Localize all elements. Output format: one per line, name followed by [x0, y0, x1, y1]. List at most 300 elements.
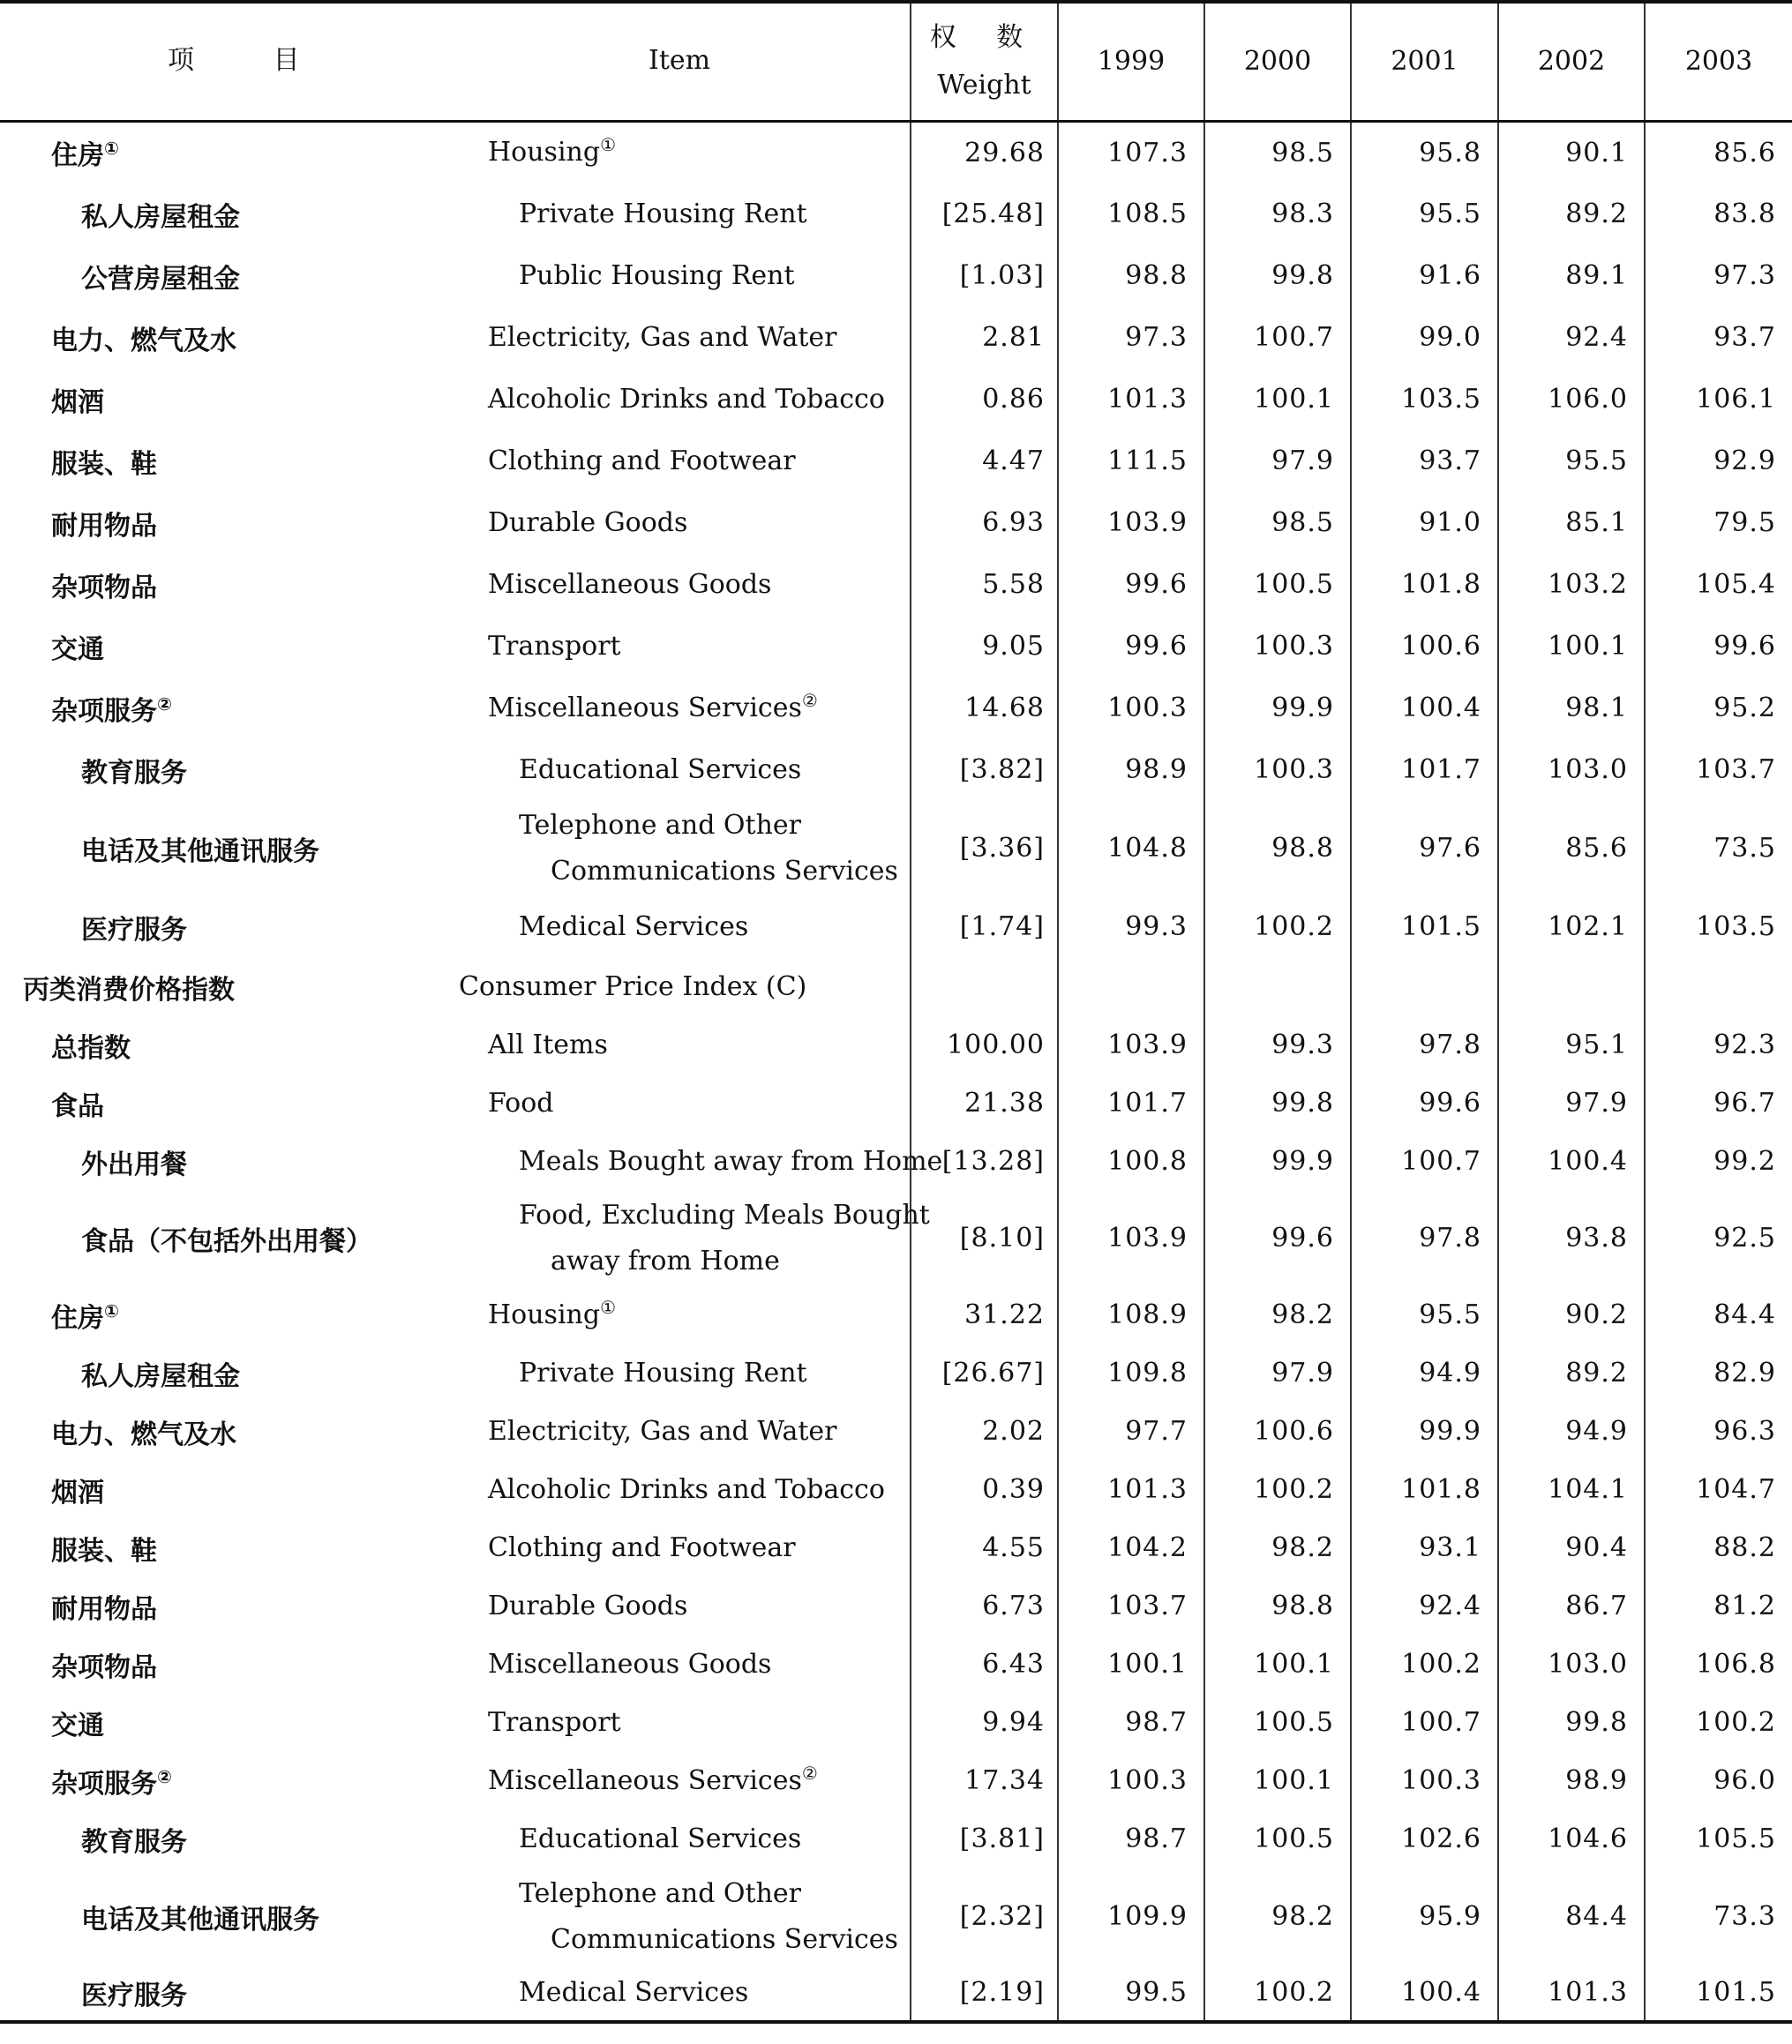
value-cell: 99.6 [1058, 616, 1204, 678]
table-row [0, 1403, 1792, 1461]
value-cell: 103.0 [1498, 739, 1645, 801]
item-en-text: All Items [488, 1029, 608, 1060]
year-header: 2002 [1498, 2, 1645, 122]
item-cn-label: 教育服务 [81, 757, 187, 789]
value-cell: 98.2 [1204, 1519, 1351, 1577]
item-cn-label: 杂项服务② [51, 1765, 172, 1800]
value-cell: 108.5 [1058, 183, 1204, 245]
item-en-label [488, 1022, 608, 1068]
item-cn-label: 烟酒 [51, 386, 104, 418]
table-row [0, 1461, 1792, 1519]
item-cn-label: 外出用餐 [81, 1149, 187, 1180]
table-row [0, 492, 1792, 554]
item-en-label [488, 1525, 796, 1571]
item-en-text: Medical Services [519, 910, 749, 942]
item-cn-label: 食品（不包括外出用餐） [81, 1225, 372, 1257]
item-cell [0, 1461, 911, 1519]
table-row [0, 801, 1792, 896]
footnote-mark: ① [104, 138, 119, 160]
value-cell: 95.9 [1351, 1868, 1498, 1965]
value-cell: 97.9 [1204, 431, 1351, 492]
item-cn-label: 总指数 [51, 1032, 131, 1064]
value-cell: 100.1 [1204, 369, 1351, 431]
value-cell: 104.1 [1498, 1461, 1645, 1519]
value-cell: 99.8 [1204, 245, 1351, 307]
value-cell: 99.3 [1058, 896, 1204, 958]
footnote-mark: ② [801, 1762, 818, 1784]
item-en-text: Electricity, Gas and Water [488, 321, 837, 353]
value-cell: 103.0 [1498, 1636, 1645, 1694]
table-row [0, 1519, 1792, 1577]
item-en-label [519, 1970, 748, 2016]
value-cell: 100.4 [1498, 1133, 1645, 1191]
table-row [0, 896, 1792, 958]
item-cell [0, 739, 911, 801]
value-cell: 98.1 [1498, 678, 1645, 739]
table-row [0, 678, 1792, 739]
footnote-mark: ② [801, 689, 818, 711]
item-cell [0, 1016, 911, 1074]
weight-cell: 4.55 [911, 1519, 1058, 1577]
value-cell: 100.2 [1645, 1694, 1792, 1752]
value-cell: 101.3 [1058, 369, 1204, 431]
item-en-label [488, 315, 837, 361]
value-cell: 100.1 [1204, 1636, 1351, 1694]
item-cell [0, 896, 911, 958]
value-cell: 94.9 [1498, 1403, 1645, 1461]
value-cell: 97.3 [1058, 307, 1204, 369]
value-cell: 90.4 [1498, 1519, 1645, 1577]
value-cell: 106.8 [1645, 1636, 1792, 1694]
value-cell: 99.3 [1204, 1016, 1351, 1074]
item-en-text: Miscellaneous Services [488, 1764, 802, 1796]
item-cell [0, 1403, 911, 1461]
item-cell [0, 1519, 911, 1577]
weight-cell [911, 958, 1058, 1016]
item-cell [0, 369, 911, 431]
item-en-text: Clothing and Footwear [488, 445, 796, 476]
weight-cell: 29.68 [911, 122, 1058, 183]
table-row [0, 1694, 1792, 1752]
item-en-label [488, 500, 687, 546]
value-cell: 100.1 [1498, 616, 1645, 678]
item-en-text: Clothing and Footwear [488, 1531, 796, 1563]
table-row [0, 1191, 1792, 1286]
value-cell: 111.5 [1058, 431, 1204, 492]
value-cell: 99.6 [1204, 1191, 1351, 1286]
item-cn-label: 服装、鞋 [51, 448, 157, 480]
item-cell [0, 1752, 911, 1810]
item-en-text: Consumer Price Index (C) [459, 970, 807, 1002]
item-en-header: Item [649, 45, 711, 76]
table-row [0, 958, 1792, 1016]
value-cell: 101.7 [1058, 1074, 1204, 1133]
value-cell: 103.5 [1645, 896, 1792, 958]
value-cell: 100.7 [1351, 1133, 1498, 1191]
value-cell: 95.5 [1498, 431, 1645, 492]
weight-cell: [25.48] [911, 183, 1058, 245]
weight-cell: 9.94 [911, 1694, 1058, 1752]
item-en-label [488, 1467, 885, 1513]
value-cell: 85.1 [1498, 492, 1645, 554]
value-cell: 100.7 [1204, 307, 1351, 369]
value-cell: 92.4 [1351, 1577, 1498, 1636]
value-cell: 100.2 [1204, 896, 1351, 958]
weight-cell: [8.10] [911, 1191, 1058, 1286]
weight-cell: 4.47 [911, 431, 1058, 492]
table-row [0, 307, 1792, 369]
item-en-label [519, 747, 801, 793]
value-cell: 102.6 [1351, 1810, 1498, 1868]
weight-cell: 100.00 [911, 1016, 1058, 1074]
item-en-text: Food [488, 1087, 554, 1119]
value-cell: 105.4 [1645, 554, 1792, 616]
weight-cell: [1.03] [911, 245, 1058, 307]
value-cell: 100.6 [1204, 1403, 1351, 1461]
value-cell: 98.8 [1204, 1577, 1351, 1636]
value-cell: 100.7 [1351, 1694, 1498, 1752]
value-cell: 91.6 [1351, 245, 1498, 307]
table-row [0, 616, 1792, 678]
value-cell: 103.7 [1645, 739, 1792, 801]
year-header: 2003 [1645, 2, 1792, 122]
weight-cell: 5.58 [911, 554, 1058, 616]
value-cell: 92.9 [1645, 431, 1792, 492]
table-row [0, 183, 1792, 245]
value-cell: 98.3 [1204, 183, 1351, 245]
value-cell: 106.0 [1498, 369, 1645, 431]
value-cell: 88.2 [1645, 1519, 1792, 1577]
value-cell: 98.7 [1058, 1810, 1204, 1868]
value-cell: 84.4 [1498, 1868, 1645, 1965]
footnote-mark: ② [157, 1765, 172, 1787]
value-cell: 85.6 [1498, 801, 1645, 896]
item-cn-label: 服装、鞋 [51, 1535, 157, 1567]
weight-cell: [3.36] [911, 801, 1058, 896]
item-cell [0, 616, 911, 678]
weight-cell: [26.67] [911, 1344, 1058, 1403]
value-cell: 97.8 [1351, 1191, 1498, 1286]
item-cell [0, 678, 911, 739]
item-en-text: Housing [488, 137, 601, 168]
value-cell: 100.2 [1351, 1636, 1498, 1694]
table-row [0, 122, 1792, 183]
value-cell: 90.2 [1498, 1286, 1645, 1344]
value-cell: 101.5 [1351, 896, 1498, 958]
value-cell: 100.8 [1058, 1133, 1204, 1191]
table-row [0, 1752, 1792, 1810]
item-en-text: Miscellaneous Goods [488, 1648, 772, 1680]
item-cn-label: 公营房屋租金 [81, 263, 240, 295]
item-en-text: Miscellaneous Services [488, 692, 802, 723]
item-en-text: Private Housing Rent [519, 198, 807, 229]
value-cell: 96.7 [1645, 1074, 1792, 1133]
item-en-label [519, 1871, 898, 1963]
weight-header [911, 2, 1058, 122]
item-en-label [519, 1351, 807, 1396]
value-cell: 95.5 [1351, 1286, 1498, 1344]
item-en-text: Meals Bought away from Home [519, 1145, 943, 1177]
item-en-label [488, 1409, 837, 1455]
table-row [0, 1016, 1792, 1074]
table-row [0, 1965, 1792, 2022]
item-cell [0, 1965, 911, 2022]
value-cell: 98.2 [1204, 1868, 1351, 1965]
item-en-text: Durable Goods [488, 1590, 688, 1621]
table-row [0, 1344, 1792, 1403]
item-en-text: Alcoholic Drinks and Tobacco [488, 383, 885, 415]
value-cell: 95.2 [1645, 678, 1792, 739]
item-en-label [519, 253, 795, 299]
value-cell: 97.7 [1058, 1403, 1204, 1461]
value-cell: 100.3 [1204, 616, 1351, 678]
value-cell: 97.6 [1351, 801, 1498, 896]
value-cell [1058, 958, 1204, 1016]
value-cell [1351, 958, 1498, 1016]
item-en-text: Educational Services [519, 1823, 802, 1854]
item-cell [0, 245, 911, 307]
item-cn-label: 丙类消费价格指数 [23, 974, 235, 1006]
item-cn-label: 电力、燃气及水 [51, 1419, 236, 1450]
value-cell [1498, 958, 1645, 1016]
value-cell: 95.5 [1351, 183, 1498, 245]
value-cell: 104.8 [1058, 801, 1204, 896]
item-en-text: Medical Services [519, 1976, 749, 2008]
item-en-label [488, 562, 771, 608]
item-cn-header: 项 目 [168, 45, 335, 76]
value-cell: 104.2 [1058, 1519, 1204, 1577]
item-cn-label: 教育服务 [81, 1826, 187, 1858]
value-cell: 98.8 [1204, 801, 1351, 896]
table-row [0, 1868, 1792, 1965]
value-cell: 100.2 [1204, 1965, 1351, 2022]
weight-cell: 6.93 [911, 492, 1058, 554]
value-cell: 102.1 [1498, 896, 1645, 958]
value-cell: 98.5 [1204, 492, 1351, 554]
item-cn-label: 电话及其他通讯服务 [81, 1904, 319, 1935]
table-row [0, 431, 1792, 492]
item-en-label [519, 904, 748, 950]
item-en-label [519, 1193, 930, 1284]
value-cell: 98.7 [1058, 1694, 1204, 1752]
footnote-mark: ② [157, 693, 172, 715]
value-cell: 104.6 [1498, 1810, 1645, 1868]
value-cell: 99.6 [1351, 1074, 1498, 1133]
item-cn-label: 耐用物品 [51, 1593, 157, 1625]
table-row [0, 1636, 1792, 1694]
item-cell [0, 1286, 911, 1344]
weight-cn-header: 权 数 [929, 22, 1039, 53]
table-row [0, 1577, 1792, 1636]
item-cn-label: 食品 [51, 1090, 104, 1122]
weight-cell: [3.82] [911, 739, 1058, 801]
value-cell: 86.7 [1498, 1577, 1645, 1636]
item-en-text: Transport [488, 1706, 621, 1738]
table-row [0, 739, 1792, 801]
value-cell: 89.1 [1498, 245, 1645, 307]
weight-cell: [2.19] [911, 1965, 1058, 2022]
table-row [0, 1074, 1792, 1133]
value-cell: 99.9 [1204, 678, 1351, 739]
year-header: 2000 [1204, 2, 1351, 122]
weight-cell: 0.39 [911, 1461, 1058, 1519]
value-cell: 100.5 [1204, 1694, 1351, 1752]
value-cell: 100.1 [1058, 1636, 1204, 1694]
item-en-text: Alcoholic Drinks and Tobacco [488, 1473, 885, 1505]
item-en-label [488, 130, 616, 176]
weight-cell: [2.32] [911, 1868, 1058, 1965]
item-en-text: Educational Services [519, 753, 802, 785]
item-cell [0, 431, 911, 492]
item-cn-label: 私人房屋租金 [81, 1360, 240, 1392]
item-cell [0, 307, 911, 369]
value-cell: 97.9 [1204, 1344, 1351, 1403]
value-cell: 103.5 [1351, 369, 1498, 431]
item-cell [0, 492, 911, 554]
value-cell: 94.9 [1351, 1344, 1498, 1403]
item-cell [0, 1810, 911, 1868]
value-cell: 73.3 [1645, 1868, 1792, 1965]
value-cell: 83.8 [1645, 183, 1792, 245]
value-cell: 107.3 [1058, 122, 1204, 183]
item-cell [0, 554, 911, 616]
value-cell: 101.5 [1645, 1965, 1792, 2022]
value-cell: 84.4 [1645, 1286, 1792, 1344]
value-cell: 103.2 [1498, 554, 1645, 616]
item-en-text: Public Housing Rent [519, 259, 795, 291]
item-en-label [488, 1700, 621, 1746]
item-en-label [519, 1139, 942, 1185]
item-cell [0, 1636, 911, 1694]
value-cell: 99.2 [1645, 1133, 1792, 1191]
value-cell: 98.9 [1058, 739, 1204, 801]
value-cell [1204, 958, 1351, 1016]
item-en-label [488, 1584, 687, 1629]
item-cell [0, 1133, 943, 1191]
item-cell [0, 801, 911, 896]
value-cell: 100.5 [1204, 1810, 1351, 1868]
weight-en-header: Weight [937, 70, 1031, 101]
weight-cell: 0.86 [911, 369, 1058, 431]
item-en-label [488, 1292, 616, 1338]
item-en-label [519, 191, 807, 237]
value-cell: 99.6 [1058, 554, 1204, 616]
value-cell: 109.8 [1058, 1344, 1204, 1403]
value-cell: 91.0 [1351, 492, 1498, 554]
value-cell: 100.3 [1058, 1752, 1204, 1810]
item-cn-label: 耐用物品 [51, 510, 157, 542]
value-cell: 101.3 [1058, 1461, 1204, 1519]
value-cell: 103.9 [1058, 492, 1204, 554]
value-cell: 97.3 [1645, 245, 1792, 307]
item-en-text: Transport [488, 630, 621, 662]
table-header [0, 2, 1792, 122]
item-cell [0, 122, 911, 183]
item-cell [0, 1074, 911, 1133]
value-cell: 97.8 [1351, 1016, 1498, 1074]
item-en-label [519, 1816, 801, 1862]
value-cell: 95.1 [1498, 1016, 1645, 1074]
year-header: 1999 [1058, 2, 1204, 122]
item-cn-label: 电力、燃气及水 [51, 325, 236, 356]
weight-cell: 9.05 [911, 616, 1058, 678]
value-cell: 82.9 [1645, 1344, 1792, 1403]
weight-cell: [1.74] [911, 896, 1058, 958]
item-cell [0, 1577, 911, 1636]
value-cell: 96.0 [1645, 1752, 1792, 1810]
item-en-text: Miscellaneous Goods [488, 568, 772, 600]
value-cell: 93.7 [1645, 307, 1792, 369]
value-cell: 79.5 [1645, 492, 1792, 554]
weight-cell: 21.38 [911, 1074, 1058, 1133]
value-cell: 101.8 [1351, 1461, 1498, 1519]
item-en-text: Durable Goods [488, 506, 688, 538]
value-cell: 90.1 [1498, 122, 1645, 183]
value-cell: 100.5 [1204, 554, 1351, 616]
weight-cell: 2.02 [911, 1403, 1058, 1461]
item-en-label [488, 1081, 554, 1127]
value-cell: 106.1 [1645, 369, 1792, 431]
item-header [0, 2, 911, 122]
value-cell: 85.6 [1645, 122, 1792, 183]
item-en-label [488, 1642, 771, 1688]
item-cn-label: 烟酒 [51, 1477, 104, 1509]
item-cn-label: 私人房屋租金 [81, 201, 240, 233]
year-header: 2001 [1351, 2, 1498, 122]
value-cell: 99.9 [1351, 1403, 1498, 1461]
item-cell [0, 1868, 911, 1965]
footnote-mark: ① [104, 1299, 119, 1321]
table-row [0, 1133, 1792, 1191]
item-en-text: Telephone and Other Communications Services [519, 809, 898, 887]
value-cell: 98.2 [1204, 1286, 1351, 1344]
value-cell: 100.3 [1351, 1752, 1498, 1810]
value-cell: 103.9 [1058, 1191, 1204, 1286]
weight-cell: 6.43 [911, 1636, 1058, 1694]
item-cn-label: 住房① [51, 138, 119, 172]
item-cell [0, 1694, 911, 1752]
value-cell: 100.4 [1351, 678, 1498, 739]
value-cell [1645, 958, 1792, 1016]
value-cell: 100.3 [1058, 678, 1204, 739]
item-en-label [488, 685, 818, 731]
value-cell: 96.3 [1645, 1403, 1792, 1461]
item-cn-label: 医疗服务 [81, 914, 187, 946]
value-cell: 98.5 [1204, 122, 1351, 183]
value-cell: 95.8 [1351, 122, 1498, 183]
value-cell: 105.5 [1645, 1810, 1792, 1868]
weight-cell: 6.73 [911, 1577, 1058, 1636]
value-cell: 93.1 [1351, 1519, 1498, 1577]
value-cell: 89.2 [1498, 183, 1645, 245]
value-cell: 93.8 [1498, 1191, 1645, 1286]
item-en-label [488, 624, 621, 670]
value-cell: 73.5 [1645, 801, 1792, 896]
value-cell: 101.3 [1498, 1965, 1645, 2022]
table-row [0, 245, 1792, 307]
value-cell: 99.5 [1058, 1965, 1204, 2022]
value-cell: 101.7 [1351, 739, 1498, 801]
value-cell: 103.9 [1058, 1016, 1204, 1074]
value-cell: 92.5 [1645, 1191, 1792, 1286]
item-cn-label: 交通 [51, 1710, 104, 1741]
value-cell: 97.9 [1498, 1074, 1645, 1133]
value-cell: 100.3 [1204, 739, 1351, 801]
item-en-label [488, 377, 885, 423]
item-cn-label: 医疗服务 [81, 1980, 187, 2011]
item-cn-label: 电话及其他通讯服务 [81, 835, 319, 867]
item-cell [0, 1344, 911, 1403]
